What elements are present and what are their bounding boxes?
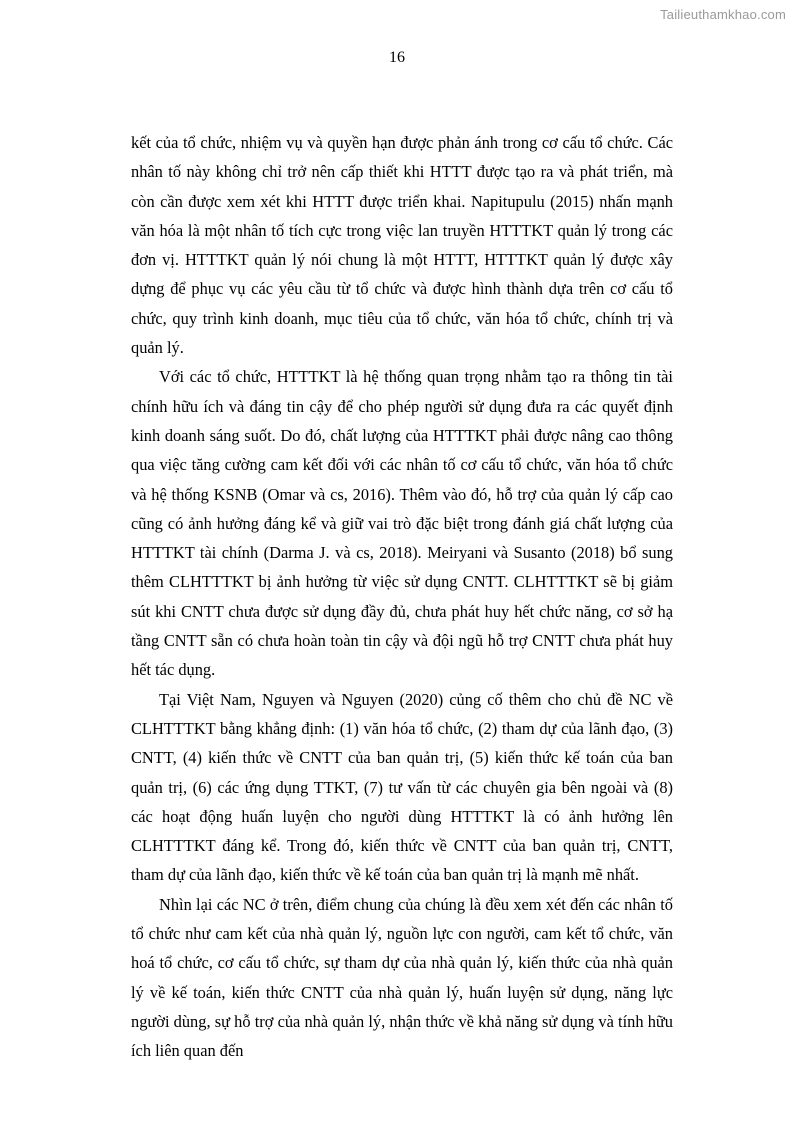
paragraph-1: kết của tổ chức, nhiệm vụ và quyền hạn được phản ánh trong cơ cấu tổ chức. Các nhân tố này không chỉ trở nên cấp thiết khi HTTT được tạo ra và phát triển, mà còn cần được xem xét khi HTTT được triển khai. Napitupulu (2015) nhấn mạnh văn hóa là một nhân tố tích cực trong việc lan truyền HTTTKT quản lý trong các đơn vị. HTTTKT quản lý nói chung là một HTTT, HTTTKT quản lý được xây dựng để phục vụ các yêu cầu từ tổ chức và được hình thành dựa trên cơ cấu tổ chức, quy trình kinh doanh, mục tiêu của tổ chức, văn hóa tổ chức, chính trị và quản lý. bbox=[131, 133, 673, 358]
page-number: 16 bbox=[389, 49, 405, 66]
paragraph-2: Với các tổ chức, HTTTKT là hệ thống quan trọng nhằm tạo ra thông tin tài chính hữu ích và đáng tin cậy để cho phép người sử dụng đưa ra các quyết định kinh doanh sáng suốt. Do đó, chất lượng của HTTTKT phải được nâng cao thông qua việc tăng cường cam kết đối với các nhân tố cơ cấu tổ chức, văn hóa tổ chức và hệ thống KSNB (Omar và cs, 2016). Thêm vào đó, hỗ trợ của quản lý cấp cao cũng có ảnh hưởng đáng kể và giữ vai trò đặc biệt trong đánh giá chất lượng của HTTTKT tài chính (Darma J. và cs, 2018). Meiryani và Susanto (2018) bổ sung thêm CLHTTTKT bị ảnh hưởng từ việc sử dụng CNTT. CLHTTTKT sẽ bị giảm sút khi CNTT chưa được sử dụng đầy đủ, chưa phát huy hết chức năng, cơ sở hạ tầng CNTT sẵn có chưa hoàn toàn tin cậy và đội ngũ hỗ trợ CNTT chưa phát huy hết tác dụng. bbox=[131, 367, 673, 680]
paragraph-3: Tại Việt Nam, Nguyen và Nguyen (2020) củng cố thêm cho chủ đề NC về CLHTTTKT bằng khẳng định: (1) văn hóa tổ chức, (2) tham dự của lãnh đạo, (3) CNTT, (4) kiến thức về CNTT của ban quản trị, (5) kiến thức kế toán của ban quản trị, (6) các ứng dụng TTKT, (7) tư vấn từ các chuyên gia bên ngoài và (8) các hoạt động huấn luyện cho người dùng HTTTKT là có ảnh hưởng lên CLHTTTKT đáng kể. Trong đó, kiến thức về CNTT của ban quản trị, CNTT, tham dự của lãnh đạo, kiến thức về kế toán của ban quản trị là mạnh mẽ nhất. bbox=[131, 689, 673, 885]
watermark-text: Tailieuthamkhao.com bbox=[660, 7, 786, 22]
paragraph-4: Nhìn lại các NC ở trên, điểm chung của chúng là đều xem xét đến các nhân tố tổ chức như cam kết của nhà quản lý, nguồn lực con người, cam kết tổ chức, văn hoá tổ chức, cơ cấu tổ chức, sự tham dự của nhà quản lý, kiến thức của nhà quản lý về kế toán, kiến thức CNTT của nhà quản lý, huấn luyện sử dụng, năng lực người dùng, sự hỗ trợ của nhà quản lý, nhận thức về khả năng sử dụng và tính hữu ích liên quan đến bbox=[131, 894, 673, 1061]
document-body bbox=[131, 128, 673, 1066]
